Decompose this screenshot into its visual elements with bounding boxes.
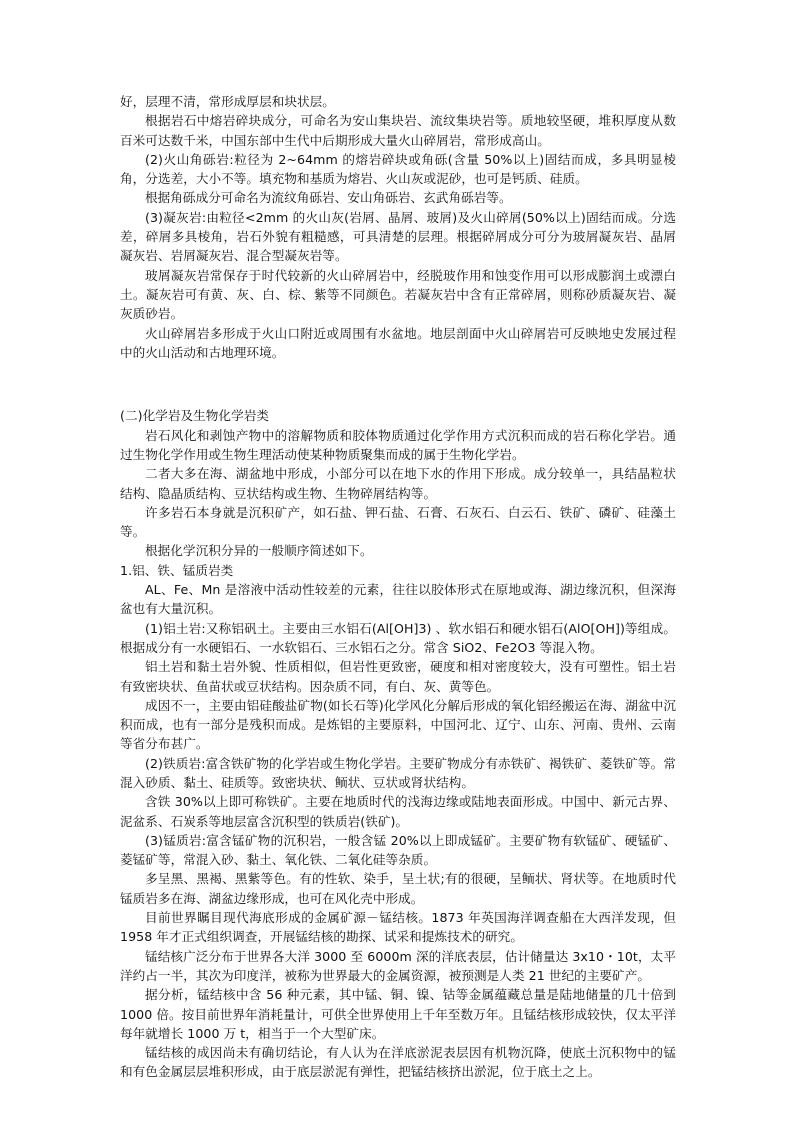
paragraph: 根据角砾成分可命名为流纹角砾岩、安山角砾岩、玄武角砾岩等。 (145, 190, 512, 206)
paragraph: 含铁 30%以上即可称铁矿。主要在地质时代的浅海边缘或陆地表面形成。中国中、新元古界、泥盆系、石炭系等地层富含沉积型的铁质岩(铁矿)。 (120, 794, 676, 829)
paragraph: 二者大多在海、湖盆地中形成，小部分可以在地下水的作用下形成。成分较单一，具结晶粒状结构、隐晶质结构、豆状结构或生物、生物碎屑结构等。 (120, 466, 676, 501)
paragraph: 目前世界瞩目现代海底形成的金属矿源－锰结核。1873 年英国海洋调查船在大西洋发现，但 1958 年才正式组织调查，开展锰结核的勘探、试采和提炼技术的研究。 (120, 910, 676, 945)
paragraph-heading: 好，层理不清，常形成厚层和块状层。 (120, 94, 335, 109)
paragraph-heading: (二)化学岩及生物化学岩类 (120, 408, 270, 424)
paragraph: (3)凝灰岩:由粒径<2mm 的火山灰(岩屑、晶屑、玻屑)及火山碎屑(50%以上)固结而成。分选差，碎屑多具棱角，岩石外貌有粗糙感，可具清楚的层理。根据碎屑成分可分为玻屑凝灰岩、晶屑凝灰岩、岩屑凝灰岩、混合型凝灰岩等。 (120, 209, 676, 264)
paragraph: 玻屑凝灰岩常保存于时代较新的火山碎屑岩中，经脱玻作用和蚀变作用可以形成膨润土或漂白土。凝灰岩可有黄、灰、白、棕、紫等不同颜色。若凝灰岩中含有正常碎屑，则称砂质凝灰岩、凝灰质砂岩。 (120, 267, 676, 322)
paragraph: 许多岩石本身就是沉积矿产，如石盐、钾石盐、石膏、石灰石、白云石、铁矿、磷矿、硅藻土等。 (120, 504, 676, 540)
paragraph: (2)铁质岩:富含铁矿物的化学岩或生物化学岩。主要矿物成分有赤铁矿、褐铁矿、菱铁矿等。常混入砂质、黏土、硅质等。致密块状、鲕状、豆状或肾状结构。 (120, 755, 676, 790)
paragraph: (1)铝土岩:又称铝矾土。主要由三水铝石(Al[OH]3) 、软水铝石和硬水铝石(AlO[OH])等组成。根据成分有一水硬铝石、一水软铝石、三水铝石之分。常含 SiO2、Fe2O3 等混入物。 (120, 620, 676, 655)
paragraph: 火山碎屑岩多形成于火山口附近或周围有水盆地。地层剖面中火山碎屑岩可反映地史发展过程中的火山活动和古地理环境。 (120, 325, 676, 360)
section-gap (120, 375, 676, 394)
paragraph: 成因不一，主要由铝硅酸盐矿物(如长石等)化学风化分解后形成的氧化铝经搬运在海、湖盆中沉积而成，也有一部分是残积而成。是炼铝的主要原料，中国河北、辽宁、山东、河南、贵州、云南等省分布甚广。 (120, 697, 676, 752)
paragraph: 锰结核的成因尚未有确切结论，有人认为在洋底淤泥表层因有机物沉降，使底土沉积物中的锰和有色金属层层堆积形成，由于底层淤泥有弹性，把锰结核挤出淤泥，位于底土之上。 (120, 1045, 676, 1080)
paragraph: 铝土岩和黏土岩外貌、性质相似，但岩性更致密，硬度和相对密度较大，没有可塑性。铝土岩有致密块状、鱼苗状或豆状结构。因杂质不同，有白、灰、黄等色。 (120, 659, 676, 694)
paragraph-heading: 1.铝、铁、锰质岩类 (120, 562, 234, 578)
paragraph: 锰结核广泛分布于世界各大洋 3000 至 6000m 深的洋底表层，估计储量达 3x10・10t，太平洋约占一半，其次为印度洋，被称为世界最大的金属资源，被预测是人类 21 世纪的主要矿产。 (120, 948, 676, 983)
paragraph: 根据化学沉积分异的一般顺序简述如下。 (145, 543, 373, 559)
paragraph: (3)锰质岩:富含锰矿物的沉积岩，一般含锰 20%以上即成锰矿。主要矿物有软锰矿、硬锰矿、菱锰矿等，常混入砂、黏土、氧化铁、二氧化硅等杂质。 (120, 832, 676, 868)
paragraph: 根据岩石中熔岩碎块成分，可命名为安山集块岩、流纹集块岩等。质地较坚硬，堆积厚度从数百米可达数千米，中国东部中生代中后期形成大量火山碎屑岩，常形成高山。 (120, 113, 676, 148)
document-body (120, 92, 676, 1082)
paragraph: (2)火山角砾岩:粒径为 2~64mm 的熔岩碎块或角砾(含量 50%以上)固结而成，多具明显棱角，分选差，大小不等。填充物和基质为熔岩、火山灰或泥砂，也可是钙质、硅质。 (120, 151, 676, 187)
paragraph: 岩石风化和剥蚀产物中的溶解物质和胶体物质通过化学作用方式沉积而成的岩石称化学岩。通过生物化学作用或生物生理活动使某种物质聚集而成的属于生物化学岩。 (120, 427, 676, 462)
paragraph: 据分析，锰结核中含 56 种元素，其中锰、铜、镍、钴等金属蕴藏总量是陆地储量的几十倍到 1000 倍。按目前世界年消耗量计，可供全世界使用上千年至数万年。且锰结核形成较快，仅太平洋每年就增长 1000 万 t，相当于一个大型矿床。 (120, 987, 676, 1041)
paragraph: AL、Fe、Mn 是溶液中活动性较差的元素，往往以胶体形式在原地或海、湖边缘沉积，但深海盆也有大量沉积。 (120, 582, 676, 617)
paragraph: 多呈黑、黑褐、黑紫等色。有的性软、染手，呈土状;有的很硬，呈鲕状、肾状等。在地质时代锰质岩多在海、湖盆边缘形成，也可在风化壳中形成。 (120, 871, 676, 906)
